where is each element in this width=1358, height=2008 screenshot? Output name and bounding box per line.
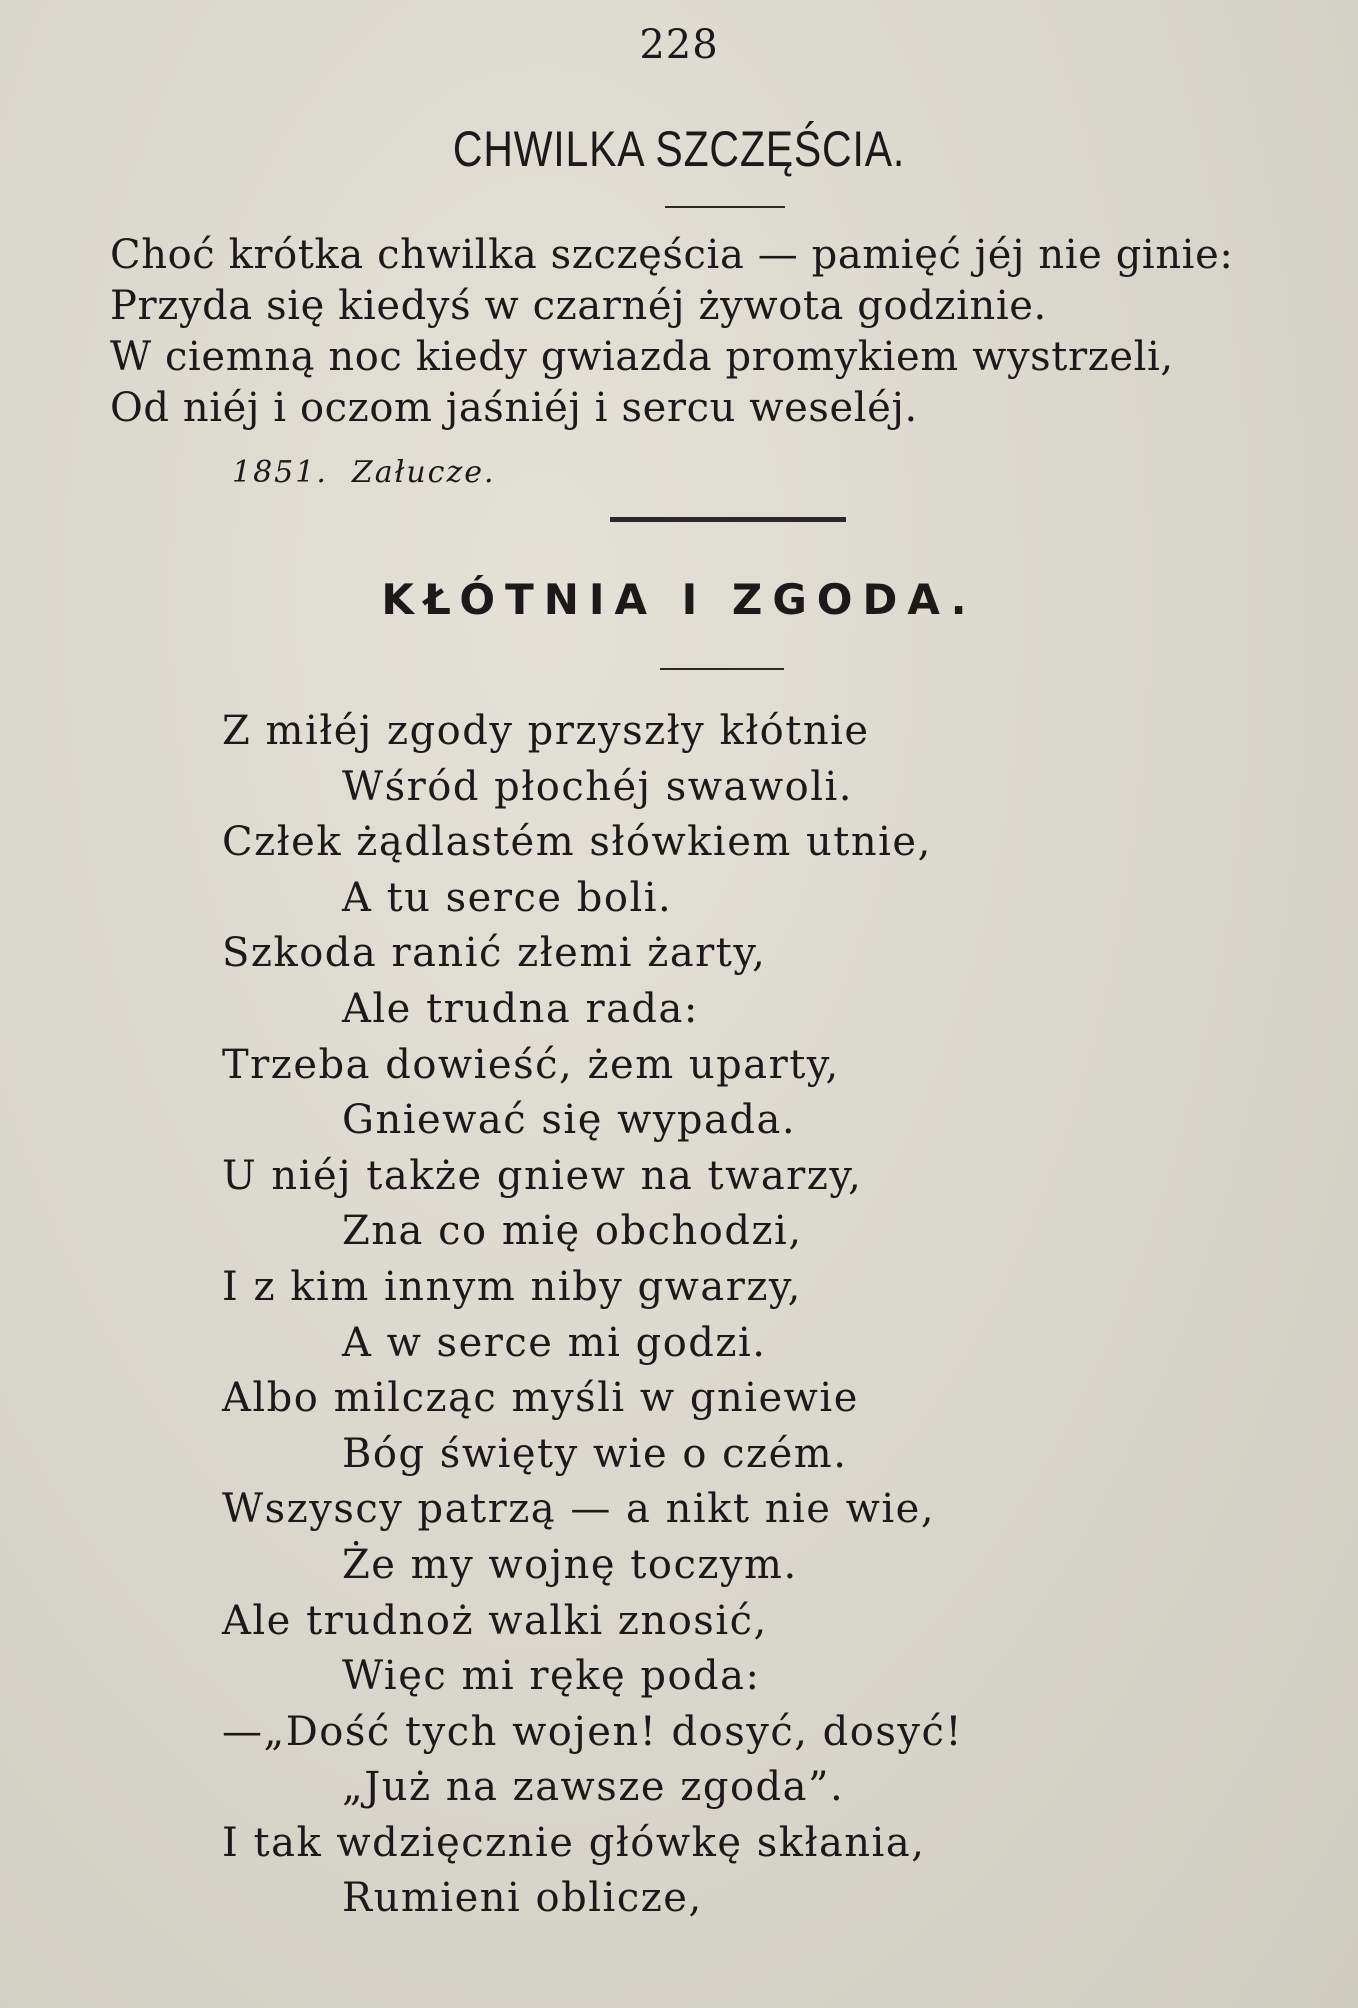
verse-line: W ciemną noc kiedy gwiazda promykiem wystrzeli, <box>110 334 1174 380</box>
poem-place: Załucze. <box>351 455 496 490</box>
verse-line: Więc mi rękę poda: <box>342 1653 761 1700</box>
verse-line: —„Dość tych wojen! dosyć, dosyć! <box>222 1708 963 1755</box>
verse-line: Wszyscy patrzą — a nikt nie wie, <box>222 1486 936 1533</box>
verse-line: Trzeba dowieść, żem uparty, <box>222 1041 840 1088</box>
verse-line: Albo milcząc myśli w gniewie <box>222 1375 859 1422</box>
verse-line: Przyda się kiedyś w czarnéj żywota godzinie. <box>110 283 1047 329</box>
verse-line: „Już na zawsze zgoda”. <box>342 1764 845 1811</box>
verse-line: U niéj także gniew na twarzy, <box>222 1152 863 1199</box>
verse-line: Ale trudna rada: <box>342 985 699 1032</box>
verse-line: A w serce mi godzi. <box>342 1319 767 1366</box>
verse-line: Choć krótka chwilka szczęścia — pamięć jéj nie ginie: <box>110 232 1234 278</box>
section-divider <box>610 517 846 522</box>
verse-line: Człek żądlastém słówkiem utnie, <box>222 819 932 866</box>
verse-line: A tu serce boli. <box>342 874 673 921</box>
page-number: 228 <box>639 22 719 68</box>
title-rule <box>660 668 784 670</box>
verse-line: Ale trudnoż walki znosić, <box>222 1597 768 1644</box>
verse-line: Zna co mię obchodzi, <box>342 1208 803 1255</box>
verse-line: I tak wdzięcznie główkę skłania, <box>222 1819 926 1866</box>
poem-title-klotnia-i-zgoda: KŁÓTNIA I ZGODA. <box>381 575 977 624</box>
verse-line: Od niéj i oczom jaśniéj i sercu weseléj. <box>110 385 918 431</box>
verse-line: Gniewać się wypada. <box>342 1097 797 1144</box>
poem-dateline <box>232 455 496 490</box>
poem-klotnia-i-zgoda-text <box>222 704 1322 1927</box>
verse-line: Bóg święty wie o czém. <box>342 1430 848 1477</box>
poem-chwilka-szczescia-text <box>110 230 1340 434</box>
verse-line: Rumieni oblicze, <box>342 1875 703 1922</box>
title-rule <box>665 206 785 208</box>
verse-line: Wśród płochéj swawoli. <box>342 763 854 810</box>
verse-line: Że my wojnę toczym. <box>342 1541 798 1588</box>
verse-line: Szkoda ranić złemi żarty, <box>222 930 767 977</box>
verse-line: I z kim innym niby gwarzy, <box>222 1263 802 1310</box>
poem-year: 1851. <box>232 455 328 490</box>
verse-line: Z miłéj zgody przyszły kłótnie <box>222 708 870 754</box>
poem-title-chwilka-szczescia: CHWILKA SZCZĘŚCIA. <box>452 121 906 177</box>
